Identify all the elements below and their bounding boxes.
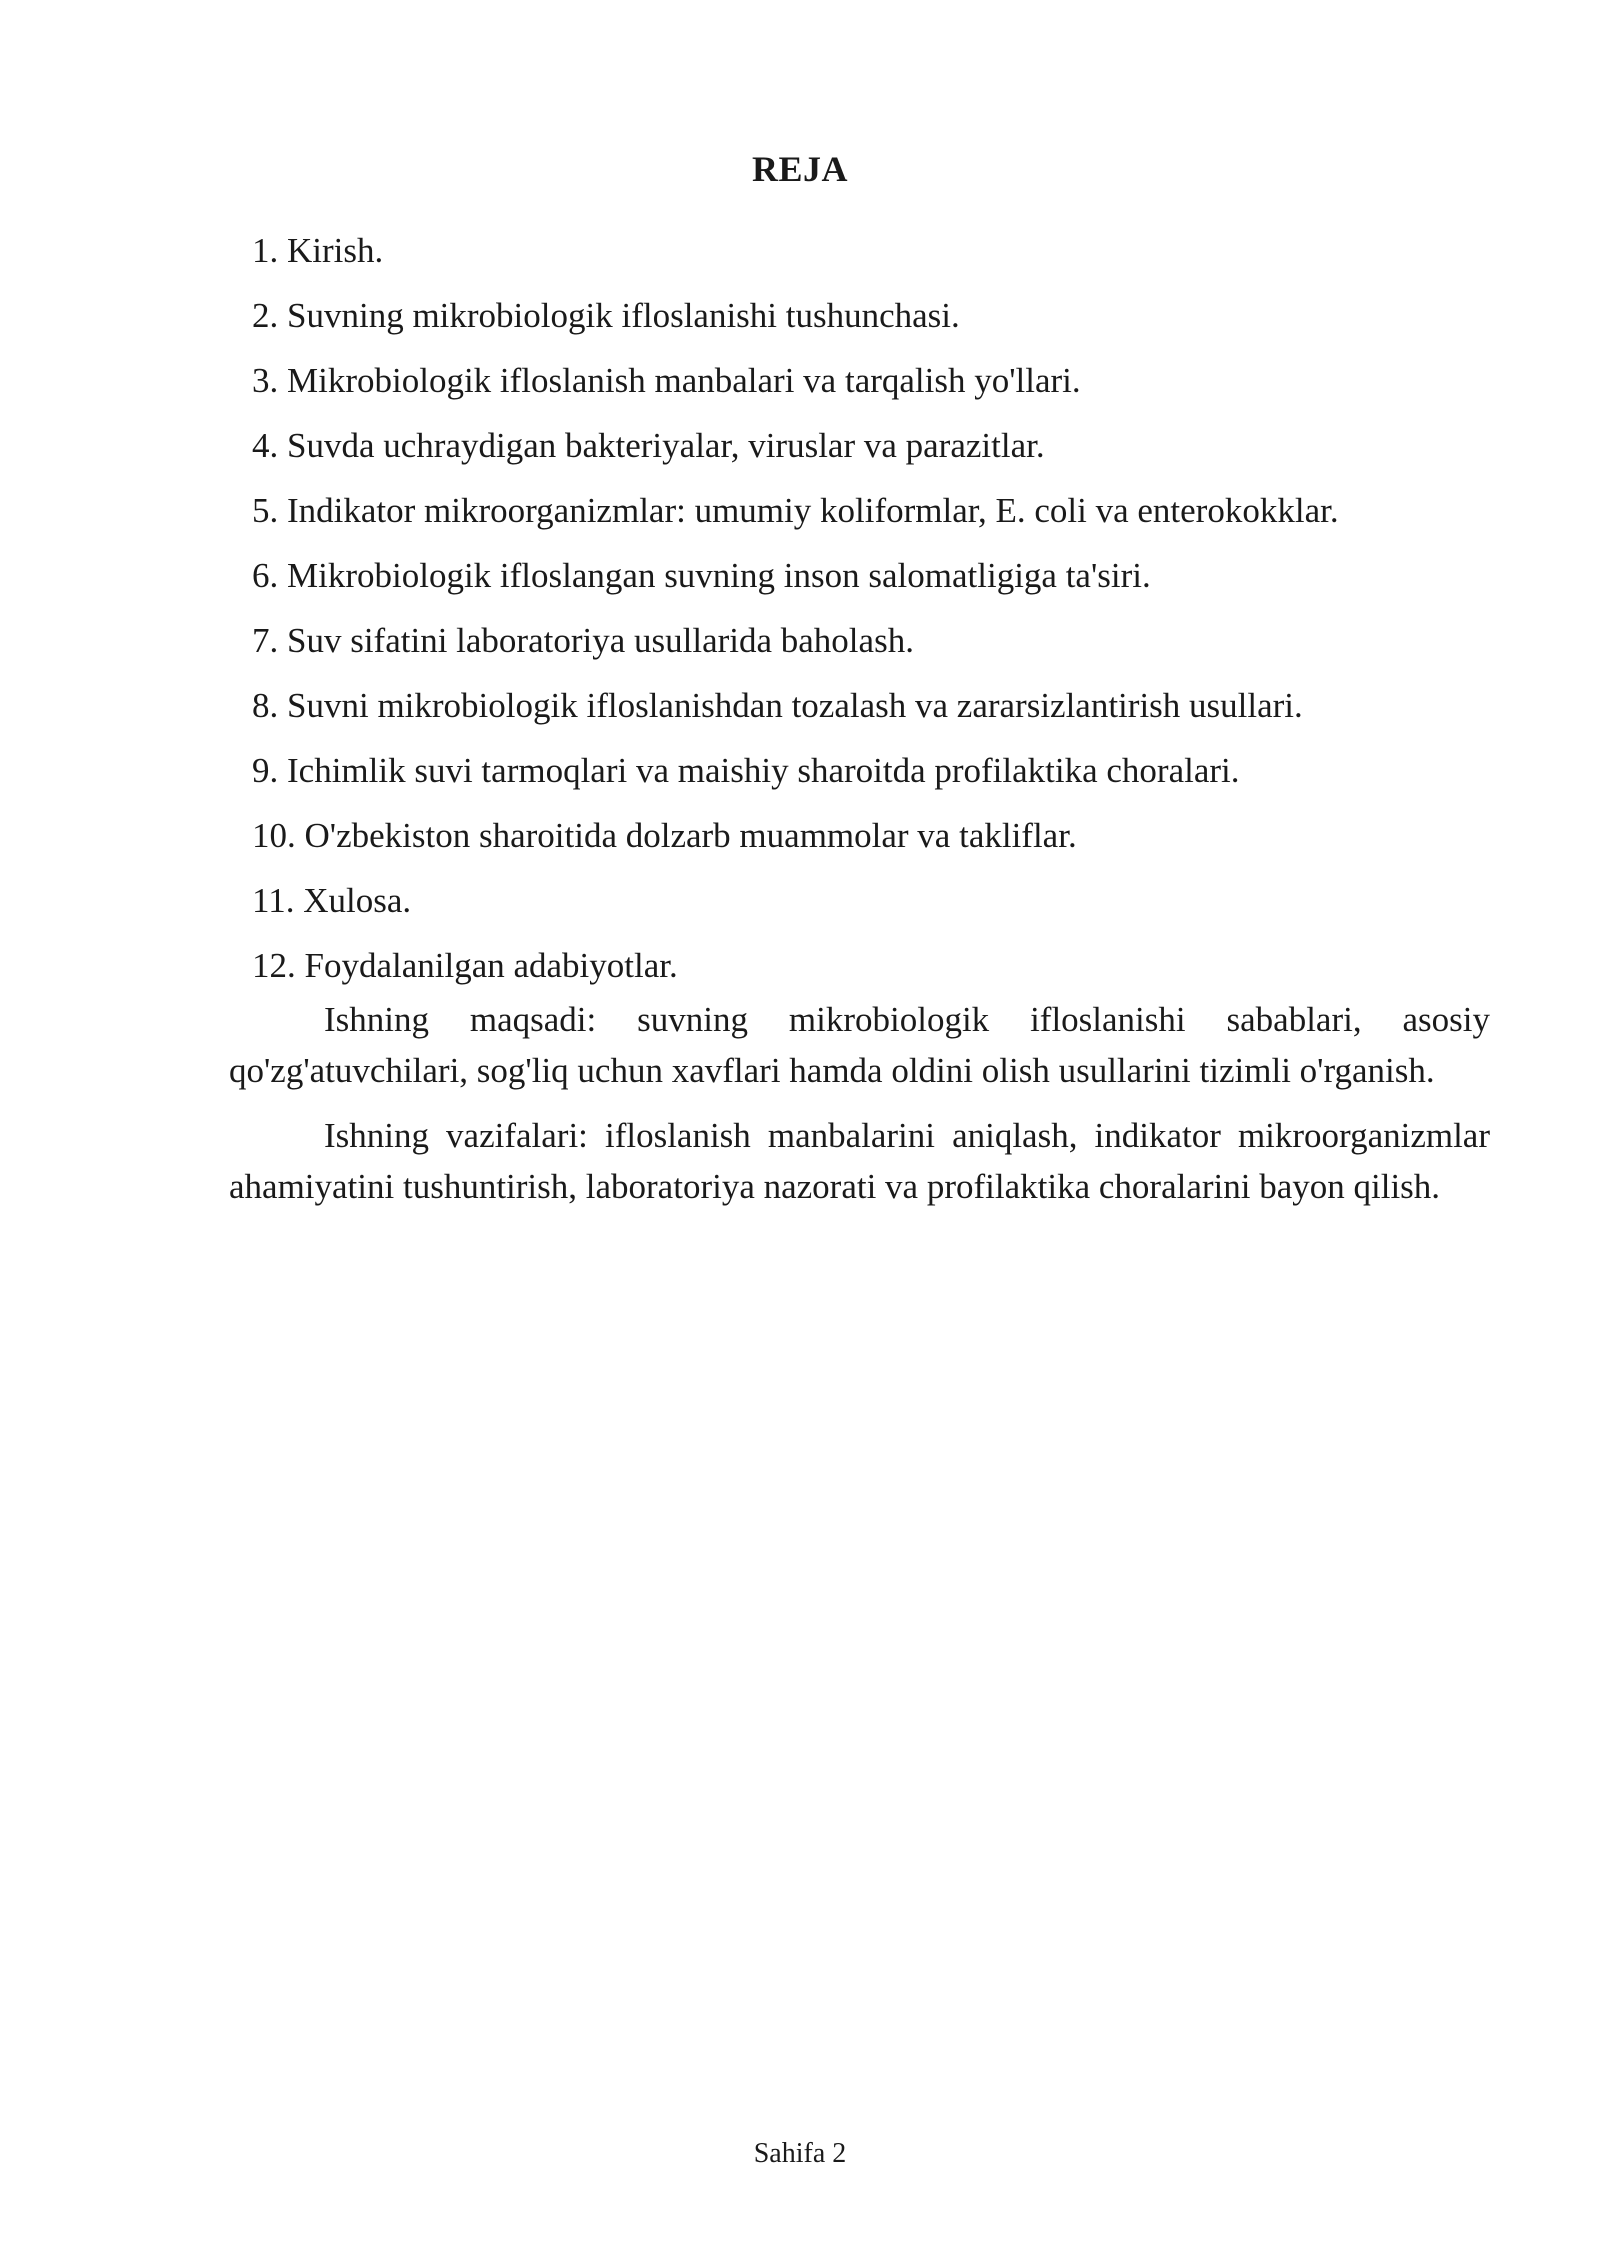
tasks-paragraph: Ishning vazifalari: ifloslanish manbalarini aniqlash, indikator mikroorganizmlar ahamiyatini tushuntirish, laboratoriya nazorati va profilaktika choralarini bayon qilish. — [229, 1116, 1490, 1206]
plan-item: 2. Suvning mikrobiologik ifloslanishi tushunchasi. — [252, 296, 960, 335]
purpose-paragraph: Ishning maqsadi: suvning mikrobiologik ifloslanishi sabablari, asosiy qo'zg'atuvchilari, sog'liq uchun xavflari hamda oldini olish usullarini tizimli o'rganish. — [229, 1000, 1490, 1090]
plan-item: 11. Xulosa. — [252, 881, 412, 920]
body-text — [229, 994, 1490, 1226]
plan-item: 7. Suv sifatini laboratoriya usullarida baholash. — [252, 621, 914, 660]
plan-item: 4. Suvda uchraydigan bakteriyalar, viruslar va parazitlar. — [252, 426, 1045, 465]
page-title: REJA — [751, 149, 848, 189]
page-number: Sahifa 2 — [753, 2138, 847, 2169]
plan-item: 5. Indikator mikroorganizmlar: umumiy koliformlar, E. coli va enterokokklar. — [252, 491, 1339, 530]
plan-item: 12. Foydalanilgan adabiyotlar. — [252, 946, 678, 985]
plan-item: 8. Suvni mikrobiologik ifloslanishdan tozalash va zararsizlantirish usullari. — [252, 686, 1303, 725]
plan-item: 1. Kirish. — [252, 231, 384, 270]
plan-item: 10. O'zbekiston sharoitida dolzarb muammolar va takliflar. — [252, 816, 1077, 855]
plan-list — [252, 218, 1492, 998]
plan-item: 3. Mikrobiologik ifloslanish manbalari va tarqalish yo'llari. — [252, 361, 1081, 400]
plan-item: 9. Ichimlik suvi tarmoqlari va maishiy sharoitda profilaktika choralari. — [252, 751, 1240, 790]
plan-item: 6. Mikrobiologik ifloslangan suvning inson salomatligiga ta'siri. — [252, 556, 1151, 595]
